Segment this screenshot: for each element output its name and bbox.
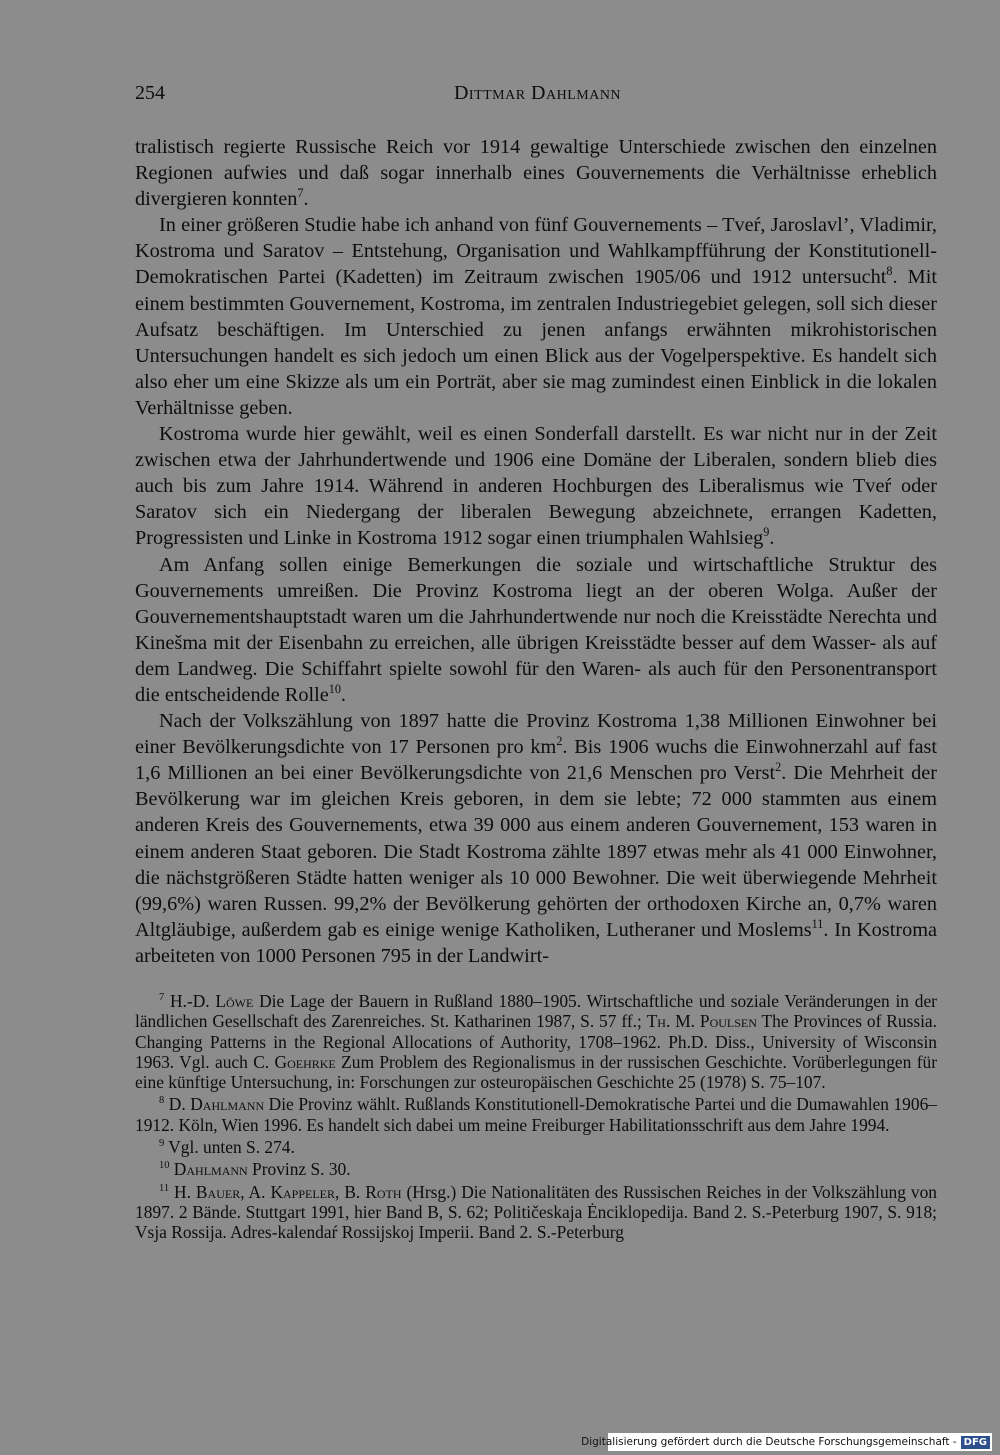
- dfg-logo: DFG: [961, 1436, 990, 1449]
- footnote-8: $^8$ D. Dahlmann Die Provinz wählt. Rußlands Konstitutionell-Demokratische Partei und die Dumawahlen 1906–1912. Köln, Wien 1996. Es handelt sich dabei um meine Freiburger Habilitationsschrift aus dem Jahre 1994.: [135, 1094, 937, 1135]
- footnote-10: $^{10}$ Dahlmann Provinz S. 30.: [159, 1159, 351, 1180]
- footnote-11: $^{11}$ H. Bauer, A. Kappeler, B. Roth (Hrsg.) Die Nationalitäten des Russischen Reiches in der Volkszählung von 1897. 2 Bände. Stuttgart 1991, hier Band B, S. 62; Političeskaja Ėnciklopedija. Band 2. S.-Peterburg 1907, S. 918; Vsja Rossija. Adres-kalendaŕ Rossijskoj Imperii. Band 2. S.-Peterburg: [135, 1181, 937, 1243]
- page-header: [135, 82, 940, 110]
- paragraph-5: Nach der Volkszählung von 1897 hatte die Provinz Kostroma 1,38 Millionen Einwohner bei einer Bevölkerungsdichte von 17 Personen pro $km^2$. Bis 1906 wuchs die Einwohnerzahl auf fast 1,6 Millionen an bei einer Bevölkerungsdichte von 21,6 Menschen pro Verst$^2$. Die Mehrheit der Bevölkerung war im gleichen Kreis geboren, in dem sie lebte; 72 000 stammten aus einem anderen Kreis des Gouvernements, etwa 39 000 aus einem anderen Gouvernement, 153 waren in einem anderen Staat geboren. Die Stadt Kostroma zählte 1897 etwas mehr als 41 000 Einwohner, die nächstgrößeren Städte hatten weniger als 10 000 Bewohner. Die weit überwiegende Mehrheit (99,6%) waren Russen. 99,2% der Bevölkerung gehörten der orthodoxen Kirche an, 0,7% waren Altgläubige, außerdem gab es einige wenige Katholiken, Lutheraner und Moslems$^{11}$. In Kostroma arbeiteten von 1000 Personen 795 in der Landwirt-: [135, 710, 938, 967]
- footnote-ref-11: 11: [811, 917, 824, 932]
- paragraph-4: Am Anfang sollen einige Bemerkungen die soziale und wirtschaftliche Struktur des Gouvernements umreißen. Die Provinz Kostroma liegt an der oberen Wolga. Außer der Gouvernementshauptstadt waren um die Jahrhundertwende nur noch die Kreisstädte Nerechta und Kinešma mit der Eisenbahn zu erreichen, alle übrigen Kreisstädte besser auf dem Wasser- als auf dem Landweg. Die Schiffahrt spielte sowohl für den Waren- als auch für den Personentransport die entscheidende Rolle$^{10}$.: [135, 553, 937, 706]
- footnote-7: $^7$ H.-D. Löwe Die Lage der Bauern in Rußland 1880–1905. Wirtschaftliche und soziale Veränderungen in der ländlichen Gesellschaft des Zarenreiches. St. Katharinen 1987, S. 57 ff.; Th. M. Poulsen The Provinces of Russia. Changing Patterns in the Regional Allocations of Authority, 1708–1962. Ph.D. Diss., University of Wisconsin 1963. Vgl. auch C. Goehrke Zum Problem des Regionalismus in der russischen Geschichte. Vorüberlegungen für eine künftige Untersuchung, in: Forschungen zur osteuropäischen Geschichte 25 (1978) S. 75–107.: [135, 991, 937, 1093]
- footnote-9: $^9$ Vgl. unten S. 274.: [159, 1137, 295, 1158]
- paragraph-2: In einer größeren Studie habe ich anhand von fünf Gouvernements – Tveŕ, Jaroslavl’, Vladimir, Kostroma und Saratov – Entstehung, Organisation und Wahlkampfführung der Konstitutionell-Demokratischen Partei (Kadetten) im Zeitraum zwischen 1905/06 und 1912 untersucht$^8$. Mit einem bestimmten Gouvernement, Kostroma, im zentralen Industriegebiet gelegen, soll sich dieser Aufsatz beschäftigen. Im Unterschied zu jenen anfangs erwähnten mikrohistorischen Untersuchungen handelt es sich jedoch um einen Blick aus der Vogelperspektive. Es handelt sich also eher um eine Skizze als um ein Porträt, aber sie mag zumindest einen Einblick in die lokalen Verhältnisse geben.: [135, 214, 937, 419]
- digitization-footer: [581, 1433, 992, 1451]
- footnote-ref-10: 10: [328, 682, 341, 697]
- footnote-ref-8: 8: [886, 264, 893, 279]
- footnote-ref-7: 7: [297, 186, 304, 201]
- paragraph-3: Kostroma wurde hier gewählt, weil es einen Sonderfall darstellt. Es war nicht nur in der Zeit zwischen etwa der Jahrhundertwende und 1906 eine Domäne der Liberalen, sondern blieb dies auch bis zum Jahre 1914. Während in anderen Hochburgen des Liberalismus wie Tveŕ oder Saratov sich ein Niedergang der liberalen Bewegung abzeichnete, errangen Kadetten, Progressisten und Linke in Kostroma 1912 sogar einen triumphalen Wahlsieg$^9$.: [135, 423, 937, 550]
- footnotes: [135, 991, 937, 1245]
- page-number: 254: [135, 82, 165, 104]
- footnote-ref-9: 9: [763, 525, 770, 540]
- main-text: [135, 134, 937, 969]
- footer-credit-text: Digitalisierung gefördert durch die Deutsche Forschungsgemeinschaft -: [581, 1436, 957, 1448]
- paragraph-1: tralistisch regierte Russische Reich vor 1914 gewaltige Unterschiede zwischen den einzelnen Regionen aufwies und daß sogar innerhalb eines Gouvernements die Verhältnisse erheblich divergieren konnten$^7$.: [135, 136, 937, 211]
- running-head: Dittmar Dahlmann: [453, 82, 622, 104]
